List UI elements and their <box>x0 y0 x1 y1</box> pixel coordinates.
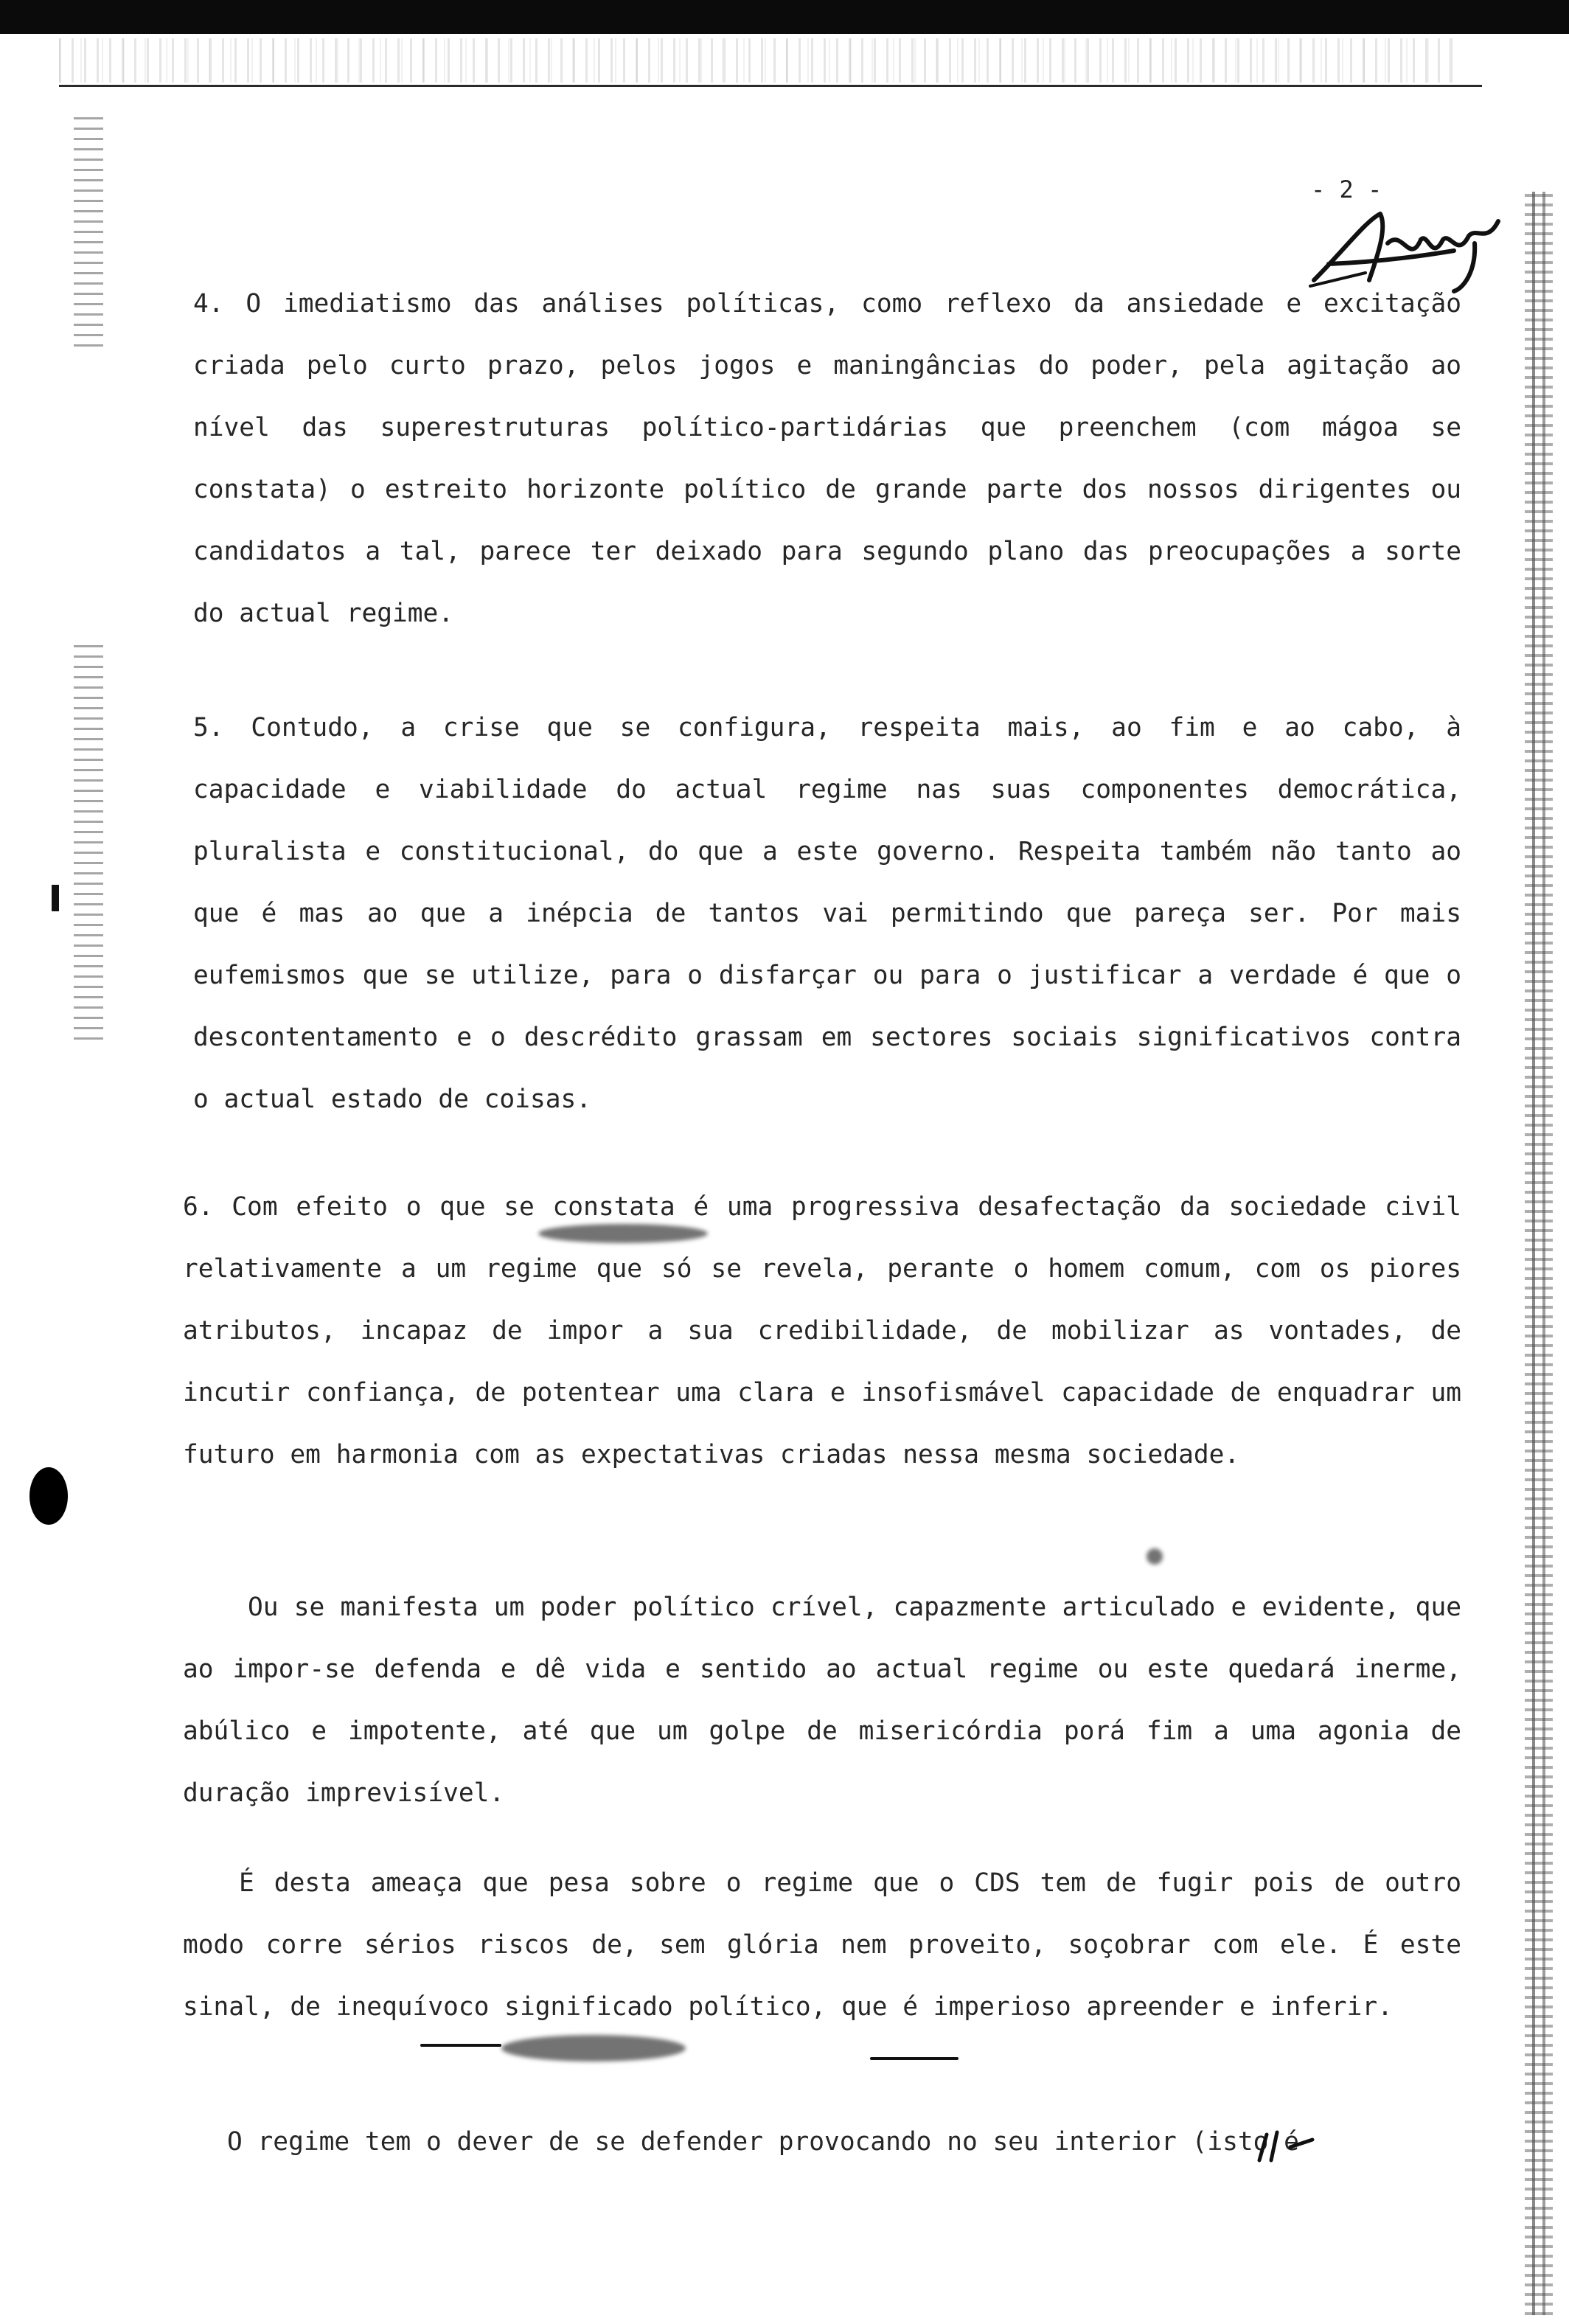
scan-rule <box>59 85 1482 87</box>
ink-mark <box>420 2044 501 2047</box>
ink-smudge <box>501 2035 686 2062</box>
punch-hole <box>29 1467 68 1525</box>
scan-noise-left-upper <box>74 111 103 347</box>
scan-noise-left-lower <box>74 641 103 1040</box>
paragraph-6: 6. Com efeito o que se constata é uma progressiva desafectação da sociedade civil relativamente a um regime que só se revela, perante o homem comum, com os piores atributos, incapaz de impor a sua credibilidade, de mobilizar as vontades, de incutir confiança, de potentear uma clara e insofismável capacidade de enquadrar um futuro em harmonia com as expectativas criadas nessa mesma sociedade. <box>183 1192 1461 1469</box>
ink-mark <box>870 2057 959 2060</box>
scan-noise-right-edge <box>1525 192 1553 2315</box>
ink-smudge <box>1147 1548 1163 1565</box>
paragraph-8: É desta ameaça que pesa sobre o regime que o CDS tem de fugir pois de outro modo corre sérios riscos de, sem glória nem proveito, soçobrar com ele. É este sinal, de inequívoco significado político, que é imperioso apreender e inferir. <box>183 1868 1461 2022</box>
ink-smudge <box>538 1224 708 1243</box>
paragraph-7: Ou se manifesta um poder político crível, capazmente articulado e evidente, que ao impor-se defenda e dê vida e sentido ao actual regime ou este quedará inerme, abúlico e impotente, até que um golpe de misericórdia porá fim a uma agonia de duração imprevisível. <box>183 1593 1461 1808</box>
scan-top-border <box>0 0 1569 34</box>
handwritten-mark <box>1253 2123 1327 2168</box>
paragraph-5: 5. Contudo, a crise que se configura, respeita mais, ao fim e ao cabo, à capacidade e viabilidade do actual regime nas suas componentes democrática, pluralista e constitucional, do que a este governo. Respeita também não tanto ao que é mas ao que a inépcia de tantos vai permitindo que pareça ser. Por mais eufemismos que se utilize, para o disfarçar ou para o justificar a verdade é que o descontentamento e o descrédito grassam em sectores sociais significativos contra o actual estado de coisas. <box>193 713 1461 1114</box>
scan-mark-left <box>52 885 59 911</box>
scan-noise-top <box>59 38 1460 83</box>
paragraph-4: 4. O imediatismo das análises políticas, como reflexo da ansiedade e excitação criada pelo curto prazo, pelos jogos e maningâncias do poder, pela agitação ao nível das superestruturas político-partidárias que preenchem (com mágoa se constata) o estreito horizonte político de grande parte dos nossos dirigentes ou candidatos a tal, parece ter deixado para segundo plano das preocupações a sorte do actual regime. <box>193 289 1461 628</box>
page-number: - 2 - <box>1311 175 1382 203</box>
paragraph-9: O regime tem o dever de se defender provocando no seu interior (isto é <box>227 2127 1299 2157</box>
